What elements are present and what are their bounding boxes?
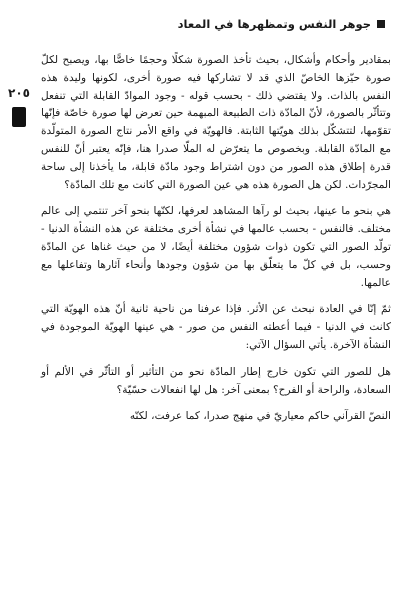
page-number: ٢٠٥ [8,86,30,100]
page-header [130,14,385,34]
margin-ink-mark [12,107,26,127]
paragraph-3: ثمّ إنّا في العادة نبحث عن الأثر. فإذا عرفنا من ناحية ثانية أنّ هذه الهويّة التي كانت في الدنيا - فيما أعطته النفس من صور - هي عينها الهويّة الموجودة في النشأة الآخرة. يأتي السؤال الآتي: [41,303,391,351]
running-head: جوهر النفس وتمظهرها في المعاد [177,17,371,31]
paragraph-2: هي بنحو ما عينها، بحيث لو رآها المشاهد لعرفها، لكنّها بنحو آخر تنتمي إلى عالم مختلف. فالنفس - بحسب عالمها في نشأة أخرى مختلفة عن هذه النشأة الدنيا - تولّد الصور التي تكون ذوات شؤون مختلفة أيضًا، لا من حيث غناها عن المادّة وحسب، بل في كلّ ما يتعلّق بها من شؤون وجودها وأنحاء آثارها وتفاعلها مع عالمها. [41,205,391,289]
paragraph-5: النصّ القرآني حاكم معياريّ في منهج صدرا، كما عرفت، لكنّه [129,410,391,423]
body-text [41,52,391,435]
paragraph-4: هل للصور التي تكون خارج إطار المادّة نحو من التأثير أو التأثّر في الألم أو السعادة، والراحة أو الفرح؟ بمعنى آخر: هل لها انفعالات حسّيّة؟ [41,365,391,396]
paragraph-1: بمقادير وأحكام وأشكال، بحيث تأخذ الصورة شكلًا وحجمًا خاصًّا بها، ويصبح لكلّ صورة حيّزها الخاصّ الذي قد لا تشاركها فيه صورة أخرى، لكونها وليدة هذه النفس بالذات. ولا يقتضي ذلك - بحسب قوله - وجود الموادّ القابلة التي تنفعل وتتأثّر بالصورة، لأنّ المادّة ذات الطبيعة المبهمة حين تعرض لها صورة خاصّة فإنّها تقوّمها، لتتشكّل بذلك هويّتها الثابتة. فالهويّة في واقع الأمر نتاج الصورة المتولّدة مع المادّة القابلة. وبخصوص ما يتعرّض له الملّا صدرا هنا، فإنّه يعتبر أنّ للنفس قدرة إطلاق هذه الصور من دون اشتراط وجود مادّة قابلة، ما يأخذنا إلى ساحة المجرّدات. لكن هل الصورة هذه هي عين الصورة التي كانت مع تلك المادّة؟ [41,54,391,191]
header-square-marker [377,20,385,28]
